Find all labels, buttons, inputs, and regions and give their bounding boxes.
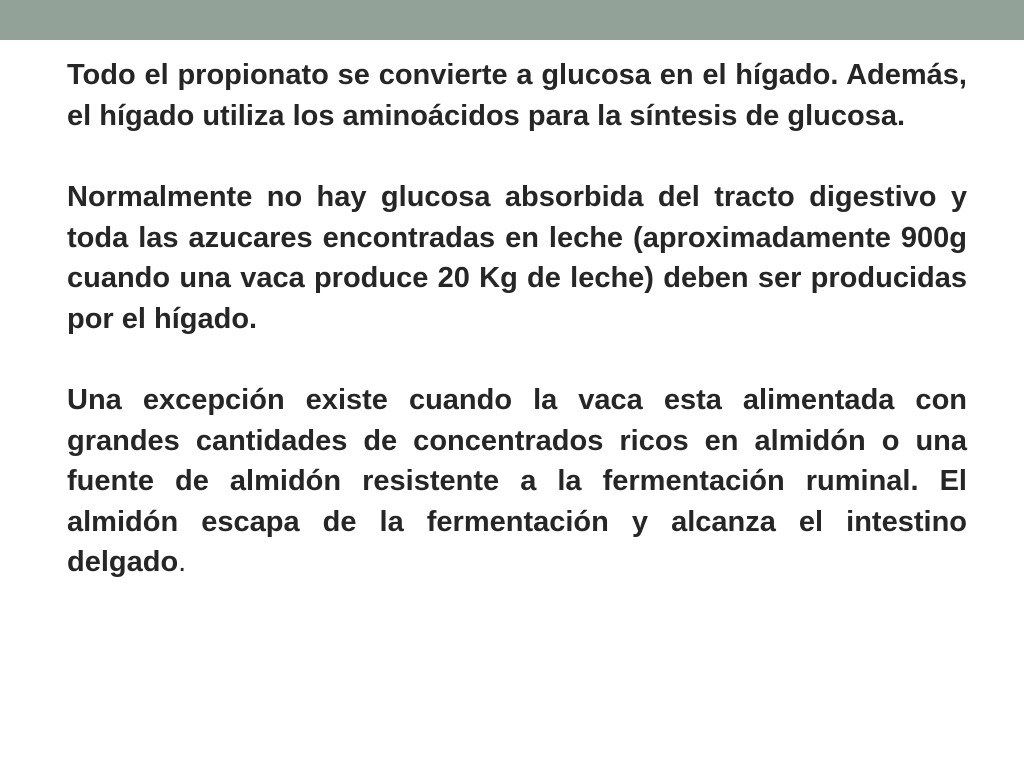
paragraph-propionato-text: Todo el propionato se convierte a glucosa en el hígado. Además, el hígado utiliza los aminoácidos para la síntesis de glucosa. xyxy=(67,59,967,132)
paragraph-glucosa-leche xyxy=(67,177,967,339)
paragraph-excepcion-almidon-text: Una excepción existe cuando la vaca esta alimentada con grandes cantidades de concentrados ricos en almidón o una fuente de almidón resistente a la fermentación ruminal. El almidón escapa de la fermentación y alcanza el intestino delgado xyxy=(67,384,967,578)
paragraph-glucosa-leche-text: Normalmente no hay glucosa absorbida del tracto digestivo y toda las azucares encontradas en leche (aproximadamente 900g cuando una vaca produce 20 Kg de leche) deben ser producidas por el hígado. xyxy=(67,181,967,335)
paragraph-propionato xyxy=(67,55,967,136)
paragraph-excepcion-almidon xyxy=(67,380,967,583)
final-period: . xyxy=(178,546,187,578)
top-accent-band xyxy=(0,0,1024,40)
slide-body xyxy=(67,55,967,583)
